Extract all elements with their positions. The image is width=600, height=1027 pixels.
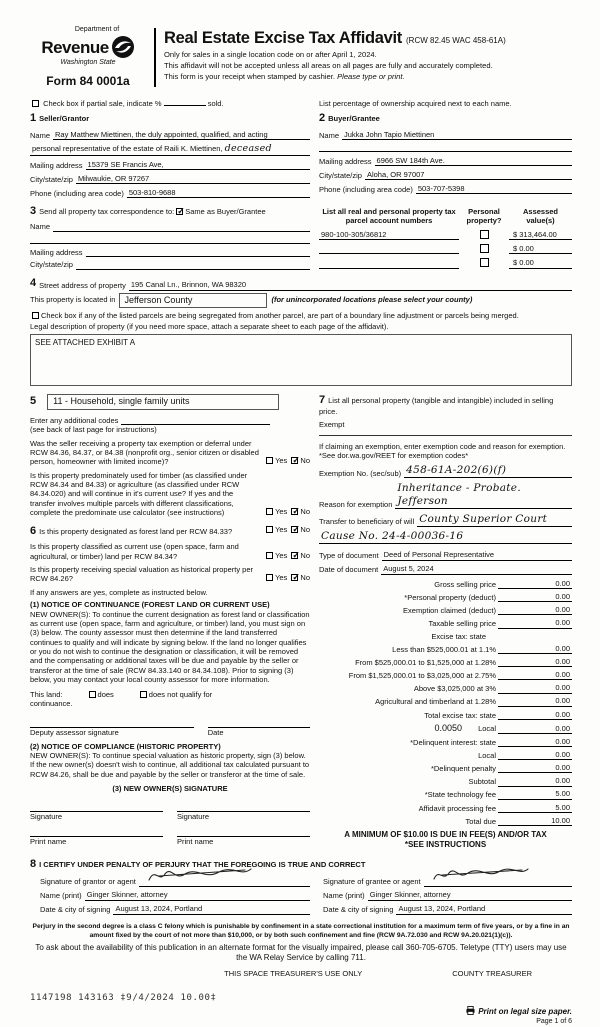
fee-row	[319, 618, 572, 628]
personal-property-checkbox-1[interactable]	[480, 230, 489, 239]
form-title: Real Estate Excise Tax Affidavit	[164, 29, 403, 47]
fee-label: Taxable selling price	[428, 619, 496, 629]
transfer-beneficiary-label: Transfer to beneficiary of will	[319, 517, 415, 527]
fee-label: Total excise tax: state	[424, 710, 496, 720]
fee-value-field[interactable]: 0.00	[532, 763, 572, 773]
correspondence-city-label: City/state/zip	[30, 260, 73, 270]
section-7-divider	[319, 435, 572, 436]
section-6	[30, 525, 310, 539]
grantor-signature	[145, 865, 255, 887]
deputy-assessor-label: Deputy assessor signature	[30, 728, 119, 738]
correspondence-mailing-field[interactable]	[86, 248, 310, 257]
seller-deceased-handwriting: deceased	[224, 143, 272, 155]
grantor-signature-field[interactable]	[139, 878, 310, 887]
exemption-no-handwriting: 458-61A-202(6)(f)	[406, 464, 507, 477]
dept-of-label: Department of	[74, 26, 120, 33]
assessed-value-3: $ 0.00	[513, 258, 534, 268]
correspondence-city-field[interactable]	[76, 261, 310, 270]
assessed-value-field-1[interactable]	[509, 230, 572, 240]
fee-value-field[interactable]: 0.00	[532, 579, 572, 589]
does-not-label: does not qualify for	[148, 689, 213, 699]
parcel-col1-header: List all real and personal property tax parcel account numbers	[322, 206, 456, 226]
signature-label: Signature	[30, 811, 63, 821]
see-instructions-note: *SEE INSTRUCTIONS	[404, 840, 487, 850]
q-tax-exemption-yes-checkbox[interactable]	[266, 457, 273, 464]
section-2-number: 2	[319, 112, 326, 125]
notice1-body: NEW OWNER(S): To continue the current designation as forest land or classification as current use (open space, farm and agriculture, or timber) land, you must sign on (3) below. The county assessor must then determine if the land transferred continues to qualify and will indicate by signing below. If the land no longer qualifies or you do not wish to continue the designation or classification, it will be removed and the compensating or additional taxes will be due and payable by the seller or transferor at the time of sale (RCW 84.33.140 or 84.34.108). Prior to signing (3) below, you may contact your local county assessor for more information.	[30, 609, 310, 685]
buyer-city-field[interactable]	[365, 170, 572, 180]
grantor-sig-label: Signature of grantor or agent	[40, 877, 136, 887]
treasurer-space-label: THIS SPACE TREASURER'S USE ONLY	[224, 969, 363, 979]
q-current-use-no-checkbox[interactable]	[291, 552, 298, 559]
cause-no-field[interactable]	[319, 530, 572, 544]
local-rate-value: 0.0050	[434, 722, 463, 733]
correspondence-name-field[interactable]	[53, 223, 310, 232]
form-rcw: (RCW 82.45 WAC 458-61A)	[406, 36, 506, 45]
section-1-seller	[30, 112, 310, 198]
section-6-number: 6	[30, 524, 37, 537]
section-3-label: Send all property tax correspondence to:	[39, 206, 175, 216]
no-label: No	[300, 550, 310, 560]
exemption-no-field[interactable]	[404, 464, 572, 478]
fee-value-field[interactable]: 0.00	[532, 644, 572, 654]
seller-phone-value: 503-810-9688	[128, 187, 176, 197]
q-forest-yes-checkbox[interactable]	[266, 526, 273, 533]
grantee-date-field[interactable]	[396, 904, 572, 914]
fee-row	[319, 605, 572, 615]
deputy-assessor-signature-field[interactable]	[30, 720, 194, 728]
fee-label: Above $3,025,000 at 3%	[413, 684, 496, 694]
assessed-value-1: $ 313,464.00	[513, 229, 557, 239]
header-sub3-italic: Please type or print.	[337, 72, 405, 82]
section-8-certify	[30, 858, 572, 914]
buyer-phone-field[interactable]	[416, 184, 572, 194]
new-owner-signature-title: (3) NEW OWNER(S) SIGNATURE	[112, 784, 228, 794]
type-of-document-label: Type of document	[319, 551, 379, 561]
notice2-title: (2) NOTICE OF COMPLIANCE (HISTORIC PROPERTY)	[30, 741, 221, 751]
fee-row-total	[319, 816, 572, 826]
parcel-col3-header: Assessed value(s)	[522, 206, 559, 226]
yes-label: Yes	[275, 456, 288, 466]
grantor-date-field[interactable]	[113, 904, 310, 914]
deputy-date-field[interactable]	[208, 720, 310, 728]
new-owner-print-name-field-1[interactable]	[30, 829, 163, 837]
if-any-yes-note: If any answers are yes, complete as instructed below.	[30, 587, 208, 597]
seller-name-line1: Ray Matthew Miettinen, the duly appointed, qualified, and acting	[55, 129, 268, 139]
form-number: Form 84 0001a	[46, 73, 130, 88]
signature-label: Signature	[177, 811, 210, 821]
q-historical-yes-checkbox[interactable]	[266, 574, 273, 581]
print-name-label: Print name	[177, 836, 214, 846]
fee-label: From $525,000.01 to $1,525,000 at 1.28%	[355, 657, 496, 667]
exemption-no-label: Exemption No. (sec/sub)	[319, 469, 402, 478]
fee-label: Local	[478, 750, 496, 760]
fee-value-field[interactable]: 5.00	[532, 803, 572, 813]
notice1-title: (1) NOTICE OF CONTINUANCE (FOREST LAND OR CURRENT USE)	[30, 600, 270, 610]
header-sub2: This affidavit will not be accepted unless all areas on all pages are fully and accurately completed.	[164, 61, 493, 71]
fee-value-field[interactable]: 0.00	[532, 737, 572, 747]
q-tax-exemption: Was the seller receiving a property tax exemption or deferral under RCW 84.36, 84.37, or 84.38 (nonprofit org., senior citizen or disabled person, homeowner with limited income)?	[30, 438, 259, 467]
located-in-label: This property is located in	[30, 295, 116, 305]
treasurer-validation-stamp: 1147198 143163 ‡9/4/2024 10.00‡	[30, 992, 217, 1003]
parcel-number-field-2[interactable]	[319, 245, 459, 254]
page-number: Page 1 of 6	[536, 1018, 572, 1026]
correspondence-name-label: Name	[30, 222, 51, 232]
parcel-col2-header: Personal property?	[466, 206, 502, 226]
grantee-signature-field[interactable]	[424, 878, 572, 887]
land-use-code-value: 11 - Household, single family units	[53, 396, 190, 406]
partial-sale-label: Check box if partial sale, indicate %	[43, 98, 162, 108]
additional-codes-note: (see back of last page for instructions)	[30, 425, 157, 435]
additional-codes-label: Enter any additional codes	[30, 415, 119, 425]
personal-property-checkbox-2[interactable]	[480, 244, 489, 253]
alt-format-note: To ask about the availability of this publication in an alternate format for the visually impaired, please call 360-705-6705. Teletype (TTY) users may use the WA Relay Service by calling 711.	[35, 942, 567, 963]
assessed-value-field-2[interactable]	[509, 244, 572, 254]
section-2-title: Buyer/Grantee	[328, 114, 380, 124]
fee-row	[319, 683, 572, 693]
seller-city-value: Milwaukie, OR 97267	[77, 173, 150, 183]
reason-field[interactable]	[395, 482, 572, 509]
does-label: does	[97, 689, 114, 699]
print-legal-size-note: Print on legal size paper.	[478, 1006, 572, 1016]
fee-value-field[interactable]: 0.00	[532, 696, 572, 706]
personal-property-value: Exempt	[319, 419, 345, 429]
fee-table	[319, 579, 572, 827]
yes-label: Yes	[275, 507, 288, 517]
fee-label: Agricultural and timberland at 1.28%	[375, 697, 496, 707]
legal-description-label: Legal description of property (if you need more space, attach a separate sheet to each page of the affidavit).	[30, 322, 389, 332]
reason-handwriting: Inheritance - Probate. Jefferson	[397, 481, 521, 507]
fee-value-field[interactable]: 0.00	[532, 776, 572, 786]
transfer-beneficiary-field[interactable]	[417, 513, 572, 527]
parcel-row	[319, 258, 572, 268]
no-label: No	[300, 456, 310, 466]
personal-property-checkbox-3[interactable]	[480, 258, 489, 267]
parcel-number-field-3[interactable]	[319, 260, 459, 269]
section-7-number: 7	[319, 393, 326, 406]
street-address-label: Street address of property	[39, 281, 126, 291]
revenue-wordmark: Revenue	[41, 38, 109, 58]
yes-label: Yes	[275, 573, 288, 583]
transfer-handwriting: County Superior Court	[419, 512, 548, 525]
fee-row	[319, 803, 572, 813]
section-3-correspondence	[30, 205, 310, 270]
section-1-title: Seller/Grantor	[39, 114, 90, 124]
fee-value-field[interactable]: 0.00	[532, 605, 572, 615]
fee-row	[319, 644, 572, 654]
land-use-code-field[interactable]	[47, 394, 279, 410]
street-address-field[interactable]	[129, 280, 572, 290]
grantee-date-label: Date & city of signing	[323, 905, 394, 915]
section-7	[319, 394, 572, 417]
segregated-checkbox[interactable]	[32, 312, 39, 319]
fee-row	[319, 776, 572, 786]
grantee-name-value: Ginger Skinner, attorney	[369, 890, 451, 900]
no-label: No	[300, 524, 310, 534]
seller-phone-label: Phone (including area code)	[30, 188, 124, 198]
q-timber-agriculture: Is this property predominately used for timber (as classified under RCW 84.34 and 84.33) or agriculture (as classified under RCW 84.34.020) and will continue in it's current use? If yes and the transfer involves multiple parcels with different classifications, complete the predominate use calculator (see instructions)	[30, 470, 248, 518]
q-timber-yes-checkbox[interactable]	[266, 508, 273, 515]
washington-state-label: Washington State	[60, 59, 116, 67]
buyer-name-value: Jukka John Tapio Miettinen	[344, 129, 435, 139]
q-current-use: Is this property classified as current use (open space, farm and agricultural, or timber) land per RCW 84.34?	[30, 542, 239, 561]
dor-swirl-logo-icon	[111, 35, 135, 61]
fee-value-field[interactable]: 0.00	[532, 592, 572, 602]
type-of-document-field[interactable]	[382, 550, 572, 560]
buyer-mailing-label: Mailing address	[319, 156, 372, 166]
q-forest-no-checkbox[interactable]	[291, 526, 298, 533]
fee-label: *Delinquent penalty	[430, 764, 496, 774]
fee-row	[319, 763, 572, 773]
fee-row-local	[319, 723, 572, 734]
section-5-number: 5	[30, 394, 37, 407]
certify-title: I CERTIFY UNDER PENALTY OF PERJURY THAT THE FOREGOING IS TRUE AND CORRECT	[39, 860, 366, 870]
parcel-number-value: 980-100-305/36812	[321, 229, 387, 239]
q-forest-land: Is this property designated as forest land per RCW 84.33?	[39, 526, 233, 536]
fee-label: *State technology fee	[424, 790, 496, 800]
grantor-date-value: August 13, 2024, Portland	[115, 904, 203, 914]
fee-label: Less than $525,000.01 at 1.1%	[392, 644, 496, 654]
buyer-city-value: Aloha, OR 97007	[366, 169, 425, 179]
assessed-value-field-3[interactable]	[509, 258, 572, 268]
section-1-number: 1	[30, 112, 37, 125]
section-5	[30, 394, 310, 410]
grantor-date-label: Date & city of signing	[40, 905, 111, 915]
fee-label: Exemption claimed (deduct)	[403, 605, 496, 615]
seller-name-label: Name	[30, 130, 51, 140]
no-label: No	[300, 573, 310, 583]
land-does-qualify-checkbox[interactable]	[89, 691, 96, 698]
buyer-name-label: Name	[319, 130, 340, 140]
parcel-number-field[interactable]	[319, 230, 459, 240]
fee-value-field[interactable]: 0.00	[532, 618, 572, 628]
ownership-note: List percentage of ownership acquired next to each name.	[319, 98, 512, 108]
printer-icon	[466, 1006, 475, 1017]
fee-value-field[interactable]: 0.00	[532, 750, 572, 760]
correspondence-name-field-line2[interactable]	[30, 235, 310, 244]
no-label: No	[300, 507, 310, 517]
grantor-name-value: Ginger Skinner, attorney	[86, 890, 168, 900]
yes-label: Yes	[275, 524, 288, 534]
date-of-document-label: Date of document	[319, 565, 379, 575]
q-historical-no-checkbox[interactable]	[291, 574, 298, 581]
fee-row	[319, 710, 572, 720]
date-of-document-field[interactable]	[381, 564, 572, 574]
street-address-value: 195 Canal Ln., Brinnon, WA 98320	[130, 280, 247, 290]
deputy-date-label: Date	[207, 728, 224, 738]
assessed-value-2: $ 0.00	[513, 244, 534, 253]
fee-value-field[interactable]: 0.00	[532, 710, 572, 720]
fee-label: Affidavit processing fee	[418, 803, 496, 813]
buyer-city-label: City/state/zip	[319, 170, 362, 180]
partial-sale-checkbox[interactable]	[32, 100, 39, 107]
parcel-row	[319, 244, 572, 254]
correspondence-mailing-label: Mailing address	[30, 247, 83, 257]
fee-value-field[interactable]: 0.00	[532, 657, 572, 667]
buyer-mailing-field[interactable]	[375, 156, 572, 166]
county-note: (for unincorporated locations please select your county)	[271, 295, 473, 305]
fee-row	[319, 750, 572, 760]
excise-tax-state-heading: Excise tax: state	[431, 631, 486, 641]
perjury-note: Perjury in the second degree is a class C felony which is punishable by confinement in a state correctional institution for a maximum term of five years, or by a fine in an amount fixed by the court of not more than $10,000, or by both such confinement and fine (RCW 9A.72.030 and RCW 9A.20.021(1)(c)).	[32, 922, 570, 939]
fee-value-field[interactable]: 10.00	[532, 816, 572, 826]
buyer-phone-value: 503-707-5398	[417, 183, 465, 193]
section-4-number: 4	[30, 276, 37, 289]
legal-description-field[interactable]	[30, 334, 572, 386]
seller-city-label: City/state/zip	[30, 174, 73, 184]
grantor-name-label: Name (print)	[40, 891, 82, 901]
seller-name-line2: personal representative of the estate of Raili K. Miettinen,	[32, 144, 223, 154]
minimum-fee-note: A MINIMUM OF $10.00 IS DUE IN FEE(S) AND/OR TAX	[344, 830, 547, 840]
fee-row	[319, 592, 572, 602]
fee-row	[319, 696, 572, 706]
grantor-name-field[interactable]	[85, 890, 310, 900]
partial-sale-suffix: sold.	[207, 98, 224, 108]
section-7-intro: List all personal property (tangible and intangible) included in selling price.	[319, 395, 554, 417]
additional-codes-field[interactable]	[121, 416, 270, 425]
new-owner-print-name-field-2[interactable]	[177, 829, 310, 837]
section-2-buyer	[319, 112, 572, 198]
notice2-body: NEW OWNER(S): To continue special valuation as historic property, sign (3) below. If the new owner(s) doesn't wish to continue, all additional tax calculated pursuant to RCW 84.26, shall be due and payable by the seller or transferor at the time of sale.	[30, 751, 310, 779]
q-timber-no-checkbox[interactable]	[291, 508, 298, 515]
fee-label: From $1,525,000.01 to $3,025,000 at 2.75%	[348, 671, 496, 681]
same-as-buyer-label: Same as Buyer/Grantee	[185, 206, 266, 216]
header-sub3: This form is your receipt when stamped by cashier.	[164, 72, 335, 82]
continuance-label: continuance.	[30, 698, 73, 708]
fee-label: Total due	[465, 816, 496, 826]
county-select[interactable]	[119, 293, 267, 308]
section-4-property	[30, 277, 572, 386]
q-historical: Is this property receiving special valuation as historical property per RCW 84.26?	[30, 565, 254, 584]
this-land-label: This land:	[30, 689, 63, 699]
reason-label: Reason for exemption	[319, 499, 393, 509]
fee-row	[319, 789, 572, 799]
buyer-phone-label: Phone (including area code)	[319, 184, 413, 194]
parcel-table	[319, 205, 572, 270]
section-3-number: 3	[30, 204, 37, 217]
segregated-label: Check box if any of the listed parcels are being segregated from another parcel, are part of a boundary line adjustment or parcels being merged.	[41, 310, 519, 320]
seller-mailing-field[interactable]	[86, 160, 310, 170]
seller-mailing-label: Mailing address	[30, 160, 83, 170]
fee-label: Subtotal	[468, 777, 496, 787]
buyer-mailing-value: 6966 SW 184th Ave.	[376, 155, 445, 165]
buyer-name-field-line2[interactable]	[319, 143, 572, 152]
header-divider	[154, 28, 156, 87]
fee-row	[319, 670, 572, 680]
personal-property-field[interactable]	[319, 420, 572, 429]
new-owner-signature-field-1[interactable]	[30, 804, 163, 812]
section-8-number: 8	[30, 858, 37, 871]
type-of-document-value: Deed of Personal Representative	[383, 550, 495, 560]
grantee-name-field[interactable]	[368, 890, 572, 900]
yes-label: Yes	[275, 550, 288, 560]
fee-label: Gross selling price	[434, 579, 496, 589]
q-tax-exemption-no-checkbox[interactable]	[291, 457, 298, 464]
fee-value-field[interactable]: 0.00	[532, 670, 572, 680]
buyer-name-field[interactable]	[342, 130, 572, 140]
print-name-label: Print name	[30, 836, 67, 846]
fee-row	[319, 737, 572, 747]
same-as-buyer-checkbox[interactable]	[176, 208, 183, 215]
parcel-row	[319, 230, 572, 240]
land-does-not-qualify-checkbox[interactable]	[140, 691, 147, 698]
header-sub1: Only for sales in a single location code on or after April 1, 2024.	[164, 50, 377, 60]
county-value: Jefferson County	[124, 294, 193, 305]
dor-logo-block	[30, 26, 152, 89]
seller-phone-field[interactable]	[127, 188, 310, 198]
seller-name-field-line2[interactable]	[30, 143, 310, 156]
date-of-document-value: August 5, 2024	[383, 564, 434, 574]
grantee-name-label: Name (print)	[323, 891, 365, 901]
grantee-sig-label: Signature of grantee or agent	[323, 877, 421, 887]
fee-label: *Delinquent interest: state	[410, 737, 496, 747]
form-header	[30, 26, 572, 89]
partial-sale-percent-field[interactable]	[164, 105, 206, 106]
county-treasurer-label: COUNTY TREASURER	[452, 969, 532, 979]
seller-city-field[interactable]	[76, 174, 310, 184]
fee-label: Local	[478, 723, 496, 733]
new-owner-signature-field-2[interactable]	[177, 804, 310, 812]
fee-label: *Personal property (deduct)	[404, 592, 496, 602]
q-current-use-yes-checkbox[interactable]	[266, 552, 273, 559]
exemption-note: If claiming an exemption, enter exemption code and reason for exemption. *See dor.wa.gov/REET for exemption codes*	[319, 442, 566, 461]
cause-no-handwriting: Cause No. 24-4-00036-16	[321, 530, 464, 543]
fee-value-field[interactable]: 0.00	[532, 683, 572, 693]
grantee-date-value: August 13, 2024, Portland	[398, 904, 486, 914]
fee-row	[319, 579, 572, 589]
legal-description-value: SEE ATTACHED EXHIBIT A	[35, 337, 136, 347]
grantee-signature	[430, 865, 530, 887]
fee-row	[319, 657, 572, 667]
fee-value-field[interactable]: 0.00	[532, 724, 572, 734]
fee-value-field[interactable]: 5.00	[532, 789, 572, 799]
seller-name-field[interactable]	[53, 130, 310, 140]
seller-mailing-value: 15379 SE Francis Ave,	[87, 159, 164, 169]
